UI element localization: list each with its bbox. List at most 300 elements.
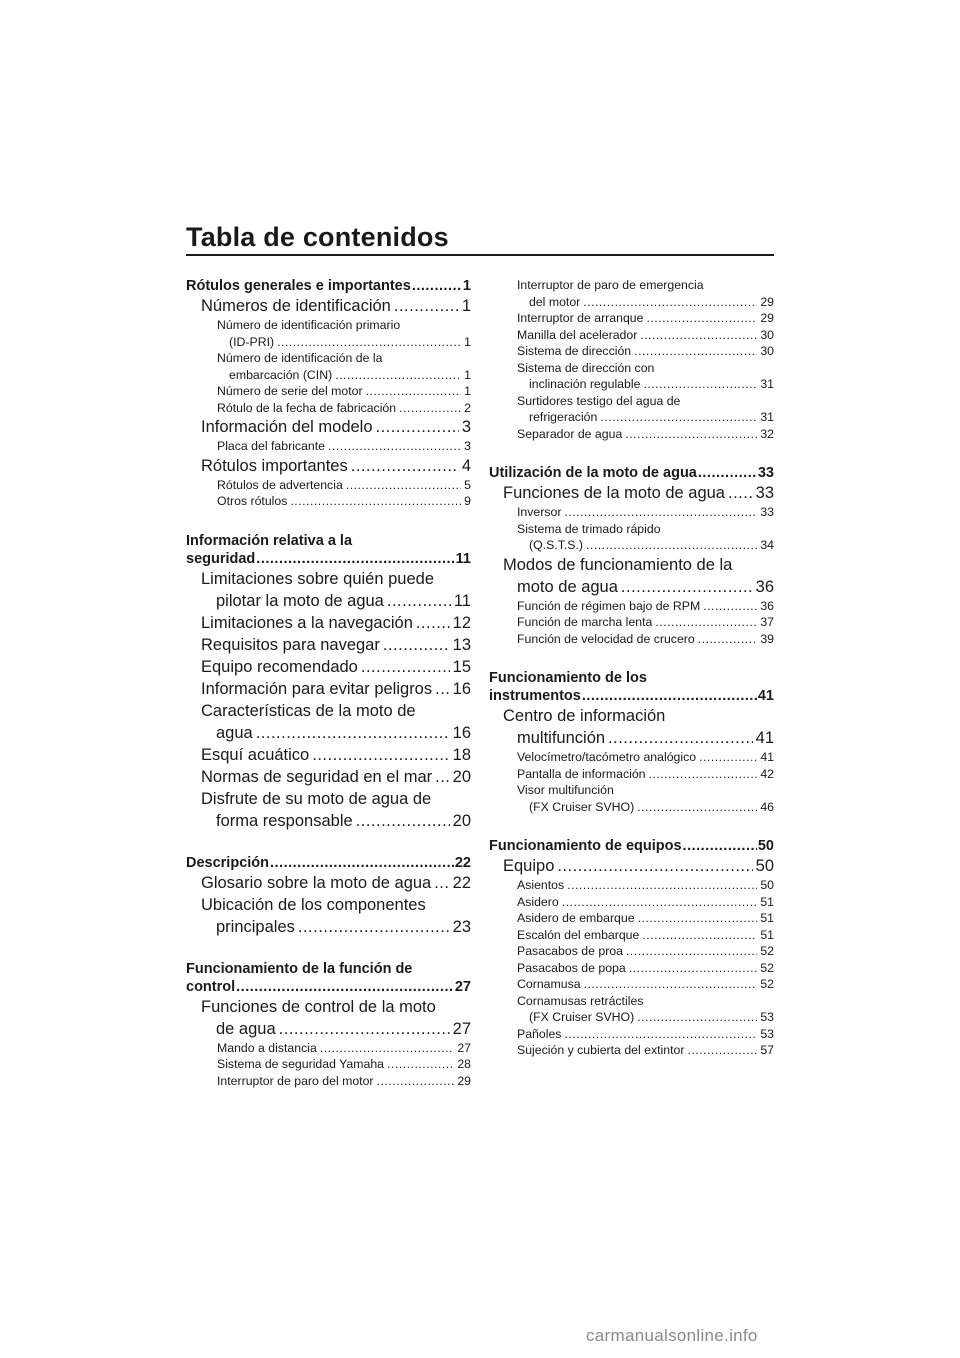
toc-entry-row: [201, 766, 471, 788]
toc-entry[interactable]: [186, 532, 471, 568]
toc-dot-leader: [416, 612, 450, 634]
toc-entry-title: Manilla del acelerador: [517, 327, 638, 342]
toc-page-number: 31: [760, 410, 774, 424]
toc-dot-leader: [699, 749, 757, 766]
toc-entry[interactable]: [186, 854, 471, 872]
toc-entry-row: [186, 277, 471, 295]
toc-entry[interactable]: [489, 343, 774, 360]
toc-entry-title: Sujeción y cubierta del extintor: [517, 1043, 685, 1057]
title-divider: [186, 254, 774, 256]
toc-entry-title: pilotar la moto de agua: [216, 591, 384, 610]
toc-dot-leader: [608, 727, 753, 749]
toc-dot-leader: [277, 334, 461, 351]
toc-entry-title: Rótulos importantes: [201, 456, 348, 475]
toc-page-number: 57: [760, 1043, 774, 1057]
toc-entry-title: Números de identificación: [201, 297, 391, 315]
toc-column-right: [489, 277, 774, 1059]
toc-page-number: 11: [453, 591, 471, 610]
toc-entry[interactable]: [186, 493, 471, 510]
toc-dot-leader: [412, 277, 462, 295]
toc-entry[interactable]: [186, 1040, 471, 1057]
toc-page-number: 29: [760, 311, 774, 325]
toc-entry-title: Glosario sobre la moto de agua: [201, 873, 432, 892]
toc-page-number: 4: [461, 456, 471, 475]
toc-dot-leader: [298, 916, 450, 938]
toc-entry-title: de agua: [216, 1019, 276, 1038]
toc-entry-row: [217, 493, 471, 510]
toc-dot-leader: [562, 894, 758, 911]
toc-entry-title-line: Surtidores testigo del agua de: [517, 393, 681, 408]
toc-dot-leader: [637, 1009, 757, 1026]
toc-dot-leader: [564, 504, 757, 521]
toc-dot-leader: [435, 766, 450, 788]
toc-entry[interactable]: [489, 504, 774, 521]
toc-entry-row: [489, 837, 774, 855]
toc-entry-title-line: Características de la moto de: [201, 701, 416, 720]
toc-page-number: 33: [760, 505, 774, 519]
toc-dot-leader: [698, 464, 757, 482]
toc-dot-leader: [335, 367, 461, 384]
toc-entry-title: Equipo: [503, 857, 555, 875]
toc-entry[interactable]: [186, 295, 471, 317]
toc-entry-title: control: [186, 978, 236, 995]
toc-entry-row: [517, 877, 774, 894]
toc-entry-row: [201, 656, 471, 678]
toc-entry[interactable]: [489, 927, 774, 944]
toc-entry[interactable]: [489, 464, 774, 482]
toc-entry-title: Placa del fabricante: [217, 439, 326, 453]
toc-entry-row: [517, 310, 774, 327]
toc-dot-leader: [256, 722, 450, 744]
toc-page-number: 33: [755, 484, 774, 502]
toc-entry[interactable]: [489, 894, 774, 911]
toc-page-number: 1: [462, 278, 471, 294]
toc-entry-title: Equipo recomendado: [201, 657, 358, 676]
toc-entry-title: (FX Cruiser SVHO): [529, 799, 635, 814]
toc-page-number: 53: [760, 1026, 774, 1041]
toc-entry-row: [517, 960, 774, 977]
toc-dot-leader: [366, 383, 462, 400]
toc-entry-row: [517, 537, 774, 554]
toc-entry[interactable]: [489, 855, 774, 877]
toc-page-number: 16: [452, 723, 471, 742]
toc-entry[interactable]: [489, 277, 774, 310]
toc-entry-row: [217, 367, 471, 384]
toc-entry-title: Función de velocidad de crucero: [517, 631, 695, 646]
toc-entry-title: seguridad: [186, 550, 256, 567]
toc-entry-title-line: Número de identificación primario: [217, 318, 401, 332]
toc-entry-title: Interruptor de paro del motor: [217, 1073, 374, 1088]
toc-entry-title: Asidero de embarque: [517, 911, 635, 925]
toc-page-number: 18: [452, 745, 471, 764]
toc-entry[interactable]: [186, 656, 471, 678]
toc-page-number: 30: [760, 344, 774, 358]
toc-entry[interactable]: [186, 894, 471, 938]
toc-entry[interactable]: [489, 910, 774, 927]
toc-entry[interactable]: [489, 782, 774, 815]
toc-page-number: 28: [457, 1057, 471, 1071]
toc-entry[interactable]: [186, 1056, 471, 1073]
toc-entry-title: inclinación regulable: [529, 377, 641, 391]
toc-dot-leader: [356, 810, 450, 832]
toc-page-number: 52: [760, 977, 774, 991]
toc-entry-title-line: Ubicación de los componentes: [201, 895, 426, 914]
toc-entry-row: [517, 1026, 774, 1043]
toc-entry-title: (FX Cruiser SVHO): [529, 1010, 635, 1024]
toc-page-number: 9: [464, 494, 471, 508]
toc-dot-leader: [346, 477, 461, 494]
toc-dot-leader: [687, 1042, 757, 1059]
toc-entry-row: [186, 978, 471, 996]
toc-entry[interactable]: [489, 960, 774, 977]
toc-page-number: 33: [757, 465, 774, 481]
toc-entry-title-line: Funcionamiento de los: [489, 670, 647, 686]
toc-entry[interactable]: [489, 705, 774, 749]
toc-dot-leader: [629, 960, 758, 977]
toc-entry-title: Separador de agua: [517, 426, 623, 441]
toc-entry[interactable]: [489, 1042, 774, 1059]
toc-dot-leader: [703, 598, 757, 615]
toc-entry-title-line: Número de identificación de la: [217, 351, 383, 365]
toc-entry-row: [517, 749, 774, 766]
toc-entry[interactable]: [489, 554, 774, 598]
toc-entry-row: [186, 854, 471, 872]
toc-entry[interactable]: [186, 872, 471, 894]
toc-entry[interactable]: [489, 631, 774, 648]
toc-dot-leader: [586, 537, 757, 554]
toc-entry-row: [503, 576, 774, 598]
toc-entry-title: Sistema de dirección: [517, 344, 632, 358]
toc-entry-row: [517, 894, 774, 911]
toc-entry[interactable]: [186, 383, 471, 400]
toc-entry[interactable]: [186, 744, 471, 766]
toc-entry[interactable]: [186, 477, 471, 494]
toc-dot-leader: [377, 1073, 455, 1090]
toc-entry-row: [517, 943, 774, 960]
toc-dot-leader: [435, 678, 450, 700]
toc-entry[interactable]: [489, 482, 774, 504]
toc-entry[interactable]: [186, 455, 471, 477]
toc-dot-leader: [387, 1056, 454, 1073]
toc-entry-title-line: Centro de información: [503, 707, 666, 725]
toc-entry[interactable]: [186, 1073, 471, 1090]
toc-dot-leader: [583, 294, 757, 311]
toc-entry-title: Pasacabos de popa: [517, 960, 626, 975]
toc-entry-title: Información para evitar peligros: [201, 679, 433, 698]
toc-entry-title-line: Modos de funcionamiento de la: [503, 555, 733, 574]
toc-entry[interactable]: [186, 568, 471, 612]
toc-entry[interactable]: [489, 993, 774, 1026]
toc-entry-row: [201, 722, 471, 744]
toc-entry-row: [217, 334, 471, 351]
toc-entry-title: Información del modelo: [201, 418, 373, 436]
toc-entry-title-line: Cornamusas retráctiles: [517, 993, 644, 1008]
toc-page-number: 34: [760, 538, 774, 552]
toc-page-number: 51: [760, 911, 774, 925]
toc-page-number: 22: [454, 854, 471, 871]
toc-dot-leader: [637, 799, 757, 816]
toc-dot-leader: [361, 656, 450, 678]
toc-entry[interactable]: [186, 788, 471, 832]
toc-dot-leader: [328, 438, 461, 455]
toc-entry-row: [201, 590, 471, 612]
toc-page-number: 1: [464, 334, 471, 349]
toc-entry-title: Función de régimen bajo de RPM: [517, 598, 701, 613]
page-title: Tabla de contenidos: [186, 222, 449, 252]
toc-entry[interactable]: [489, 837, 774, 855]
toc-entry-row: [217, 1040, 471, 1057]
toc-entry-title: refrigeración: [529, 410, 598, 424]
toc-entry[interactable]: [186, 317, 471, 350]
toc-entry[interactable]: [186, 766, 471, 788]
toc-page-number: 50: [760, 878, 774, 892]
toc-dot-leader: [279, 1018, 450, 1040]
toc-dot-leader: [270, 854, 454, 872]
toc-dot-leader: [621, 576, 753, 598]
toc-entry-title: Velocímetro/tacómetro analógico: [517, 750, 697, 764]
toc-column-left: [186, 277, 471, 1089]
toc-entry-row: [201, 295, 471, 317]
toc-entry[interactable]: [489, 877, 774, 894]
toc-dot-leader: [634, 343, 757, 360]
toc-entry-title-line: Sistema de trimado rápido: [517, 521, 661, 536]
toc-entry-title: Esquí acuático: [201, 745, 310, 764]
toc-entry[interactable]: [489, 327, 774, 344]
toc-page-number: 36: [755, 577, 774, 596]
toc-page-number: 1: [461, 297, 471, 315]
toc-entry-title-line: Interruptor de paro de emergencia: [517, 278, 704, 292]
toc-page-number: 27: [457, 1040, 471, 1055]
toc-entry-title-line: Sistema de dirección con: [517, 360, 655, 375]
toc-entry-row: [201, 916, 471, 938]
toc-entry-title-line: Información relativa a la: [186, 532, 353, 549]
toc-entry-title-line: Limitaciones sobre quién puede: [201, 569, 434, 588]
toc-entry-row: [201, 612, 471, 634]
toc-entry[interactable]: [489, 943, 774, 960]
toc-entry-row: [201, 1018, 471, 1040]
toc-entry-row: [489, 687, 774, 705]
toc-entry[interactable]: [489, 393, 774, 426]
toc-entry-title-line: Disfrute de su moto de agua de: [201, 789, 432, 808]
toc-entry-row: [517, 927, 774, 944]
toc-entry-row: [517, 294, 774, 311]
toc-entry[interactable]: [489, 614, 774, 631]
toc-entry-title: Pañoles: [517, 1026, 562, 1041]
toc-dot-leader: [399, 400, 461, 417]
toc-entry[interactable]: [186, 277, 471, 295]
toc-page-number: 51: [760, 894, 774, 909]
toc-page-number: 11: [455, 550, 471, 567]
toc-page-number: 23: [452, 917, 471, 936]
toc-page-number: 1: [464, 367, 471, 382]
toc-entry-row: [517, 376, 774, 393]
toc-entry[interactable]: [186, 700, 471, 744]
toc-entry-title: Normas de seguridad en el mar: [201, 767, 433, 786]
toc-entry-row: [201, 455, 471, 477]
toc-page-number: 51: [760, 927, 774, 942]
toc-entry-row: [217, 383, 471, 400]
toc-dot-leader: [642, 927, 757, 944]
toc-dot-leader: [683, 837, 757, 855]
toc-entry-row: [217, 438, 471, 455]
toc-entry-title: (ID-PRI): [229, 334, 275, 349]
toc-entry[interactable]: [186, 612, 471, 634]
toc-entry-title: Rótulos de advertencia: [217, 477, 343, 492]
toc-entry-row: [517, 1009, 774, 1026]
toc-entry[interactable]: [186, 634, 471, 656]
toc-entry-title-line: Funciones de control de la moto: [201, 997, 436, 1016]
toc-dot-leader: [698, 631, 758, 648]
toc-entry-title: Mando a distancia: [217, 1040, 317, 1055]
toc-entry-row: [217, 1073, 471, 1090]
toc-dot-leader: [236, 978, 454, 996]
toc-entry-row: [503, 855, 774, 877]
toc-page-number: 20: [452, 767, 471, 786]
toc-dot-leader: [584, 976, 758, 993]
toc-page-number: 2: [464, 400, 471, 415]
toc-entry-row: [217, 1056, 471, 1073]
toc-entry-title: moto de agua: [517, 577, 618, 596]
toc-page-number: 29: [457, 1073, 471, 1088]
toc-entry[interactable]: [489, 310, 774, 327]
toc-entry[interactable]: [489, 749, 774, 766]
toc-entry[interactable]: [489, 766, 774, 783]
toc-entry[interactable]: [186, 996, 471, 1040]
toc-entry-row: [517, 598, 774, 615]
toc-entry-title: Inversor: [517, 505, 562, 519]
toc-entry-row: [517, 1042, 774, 1059]
toc-entry-row: [201, 744, 471, 766]
toc-dot-leader: [387, 590, 451, 612]
toc-dot-leader: [564, 1026, 757, 1043]
toc-entry-title: forma responsable: [216, 811, 353, 830]
toc-dot-leader: [600, 409, 757, 426]
toc-dot-leader: [625, 426, 757, 443]
toc-entry-row: [517, 799, 774, 816]
toc-dot-leader: [557, 855, 752, 877]
toc-page-number: 53: [760, 1010, 774, 1024]
toc-entry-title: Asidero: [517, 894, 559, 909]
toc-entry-row: [217, 400, 471, 417]
toc-entry[interactable]: [186, 960, 471, 996]
toc-entry[interactable]: [186, 678, 471, 700]
toc-dot-leader: [256, 550, 454, 568]
toc-page-number: 42: [760, 766, 774, 781]
toc-page-number: 39: [760, 631, 774, 646]
toc-dot-leader: [638, 910, 758, 927]
toc-entry-title: Funciones de la moto de agua: [503, 484, 725, 502]
toc-entry-title-line: Visor multifunción: [517, 783, 614, 797]
toc-page-number: 5: [464, 477, 471, 492]
toc-entry[interactable]: [489, 669, 774, 705]
toc-page-number: 50: [755, 857, 774, 875]
toc-entry-row: [201, 416, 471, 438]
toc-page-number: 27: [452, 1019, 471, 1038]
toc-entry-row: [517, 614, 774, 631]
toc-dot-leader: [434, 872, 449, 894]
toc-entry[interactable]: [186, 400, 471, 417]
toc-entry-title: (Q.S.T.S.): [529, 538, 583, 552]
toc-entry-title: Interruptor de arranque: [517, 311, 644, 325]
toc-entry-row: [517, 976, 774, 993]
toc-entry-row: [517, 504, 774, 521]
toc-entry-row: [201, 810, 471, 832]
toc-dot-leader: [728, 482, 753, 504]
toc-page-number: 41: [760, 750, 774, 764]
toc-entry[interactable]: [186, 416, 471, 438]
toc-entry[interactable]: [489, 598, 774, 615]
toc-entry-title: Cornamusa: [517, 977, 581, 991]
toc-page-number: 32: [760, 426, 774, 441]
toc-page-number: 41: [757, 688, 774, 704]
toc-entry-title: Limitaciones a la navegación: [201, 613, 413, 632]
toc-dot-leader: [640, 327, 757, 344]
toc-dot-leader: [320, 1040, 455, 1057]
toc-entry[interactable]: [489, 426, 774, 443]
toc-page-number: 27: [454, 978, 471, 995]
toc-entry[interactable]: [489, 976, 774, 993]
toc-page-number: 15: [452, 657, 471, 676]
toc-page-number: 20: [452, 811, 471, 830]
toc-entry-title: Otros rótulos: [217, 494, 288, 508]
toc-page-number: 52: [760, 960, 774, 975]
toc-dot-leader: [290, 493, 461, 510]
toc-entry-row: [517, 409, 774, 426]
toc-page-number: 37: [760, 615, 774, 629]
toc-entry-title: Función de marcha lenta: [517, 615, 653, 629]
toc-dot-leader: [383, 634, 450, 656]
toc-entry[interactable]: [186, 350, 471, 383]
toc-entry-row: [217, 477, 471, 494]
toc-dot-leader: [376, 416, 459, 438]
toc-entry-row: [503, 727, 774, 749]
toc-page-number: 22: [452, 873, 471, 892]
toc-entry-row: [201, 678, 471, 700]
toc-page-number: 29: [760, 294, 774, 309]
toc-entry-title: del motor: [529, 294, 581, 309]
toc-page-number: 13: [452, 635, 471, 654]
toc-entry-title: embarcación (CIN): [229, 367, 333, 382]
toc-entry-title: Número de serie del motor: [217, 384, 363, 398]
toc-page-number: 3: [461, 418, 471, 436]
toc-entry-row: [517, 327, 774, 344]
toc-entry[interactable]: [489, 360, 774, 393]
toc-entry-title: Descripción: [186, 854, 269, 871]
toc-entry[interactable]: [489, 1026, 774, 1043]
toc-dot-leader: [643, 376, 757, 393]
toc-entry-row: [201, 634, 471, 656]
toc-page-number: 1: [464, 384, 471, 398]
toc-entry-title: Pasacabos de proa: [517, 944, 623, 958]
toc-entry-row: [517, 910, 774, 927]
toc-page-number: 52: [760, 944, 774, 958]
toc-dot-leader: [394, 295, 459, 317]
toc-entry-title: Funcionamiento de equipos: [489, 838, 682, 854]
toc-entry-row: [517, 631, 774, 648]
toc-dot-leader: [626, 943, 757, 960]
toc-entry-title: Escalón del embarque: [517, 927, 640, 942]
toc-entry-title: Requisitos para navegar: [201, 635, 380, 654]
toc-entry[interactable]: [186, 438, 471, 455]
toc-dot-leader: [312, 744, 449, 766]
toc-dot-leader: [567, 877, 757, 894]
toc-page-number: 12: [452, 613, 471, 632]
toc-page-number: 30: [760, 327, 774, 342]
toc-entry[interactable]: [489, 521, 774, 554]
toc-entry-title: Rótulos generales e importantes: [186, 278, 411, 294]
toc-entry-title: principales: [216, 917, 295, 936]
toc-page-number: 36: [760, 598, 774, 613]
